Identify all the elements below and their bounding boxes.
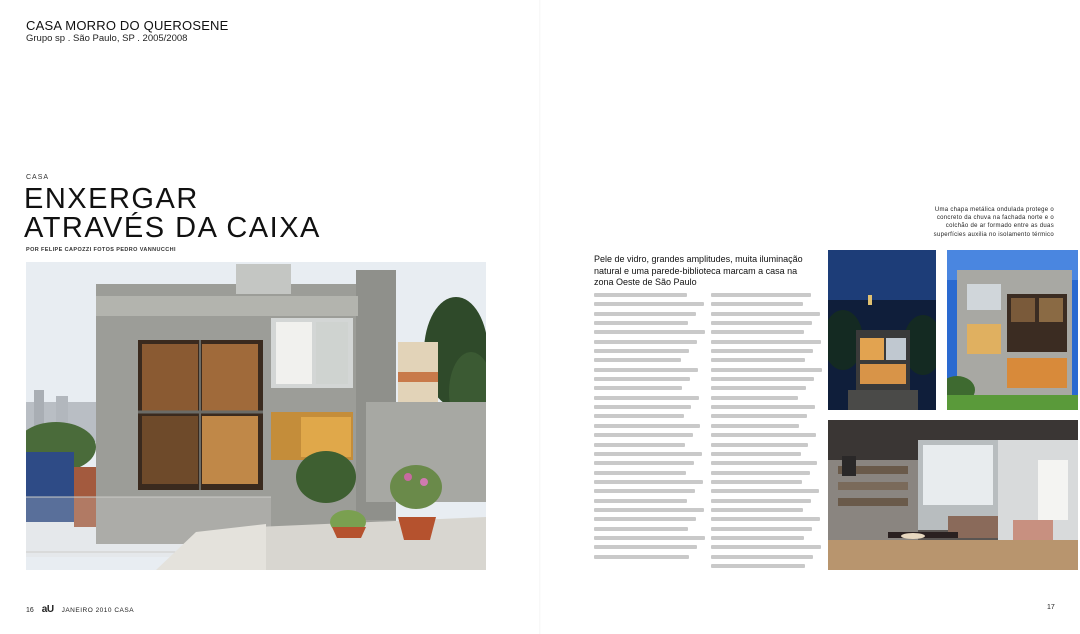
footer-left bbox=[26, 604, 134, 615]
blurred-text-line bbox=[711, 527, 812, 531]
blurred-text-line bbox=[594, 302, 704, 306]
blurred-text-line bbox=[594, 443, 685, 447]
blurred-text-line bbox=[594, 330, 705, 334]
blurred-text-line bbox=[711, 293, 811, 297]
blurred-text-line bbox=[711, 555, 813, 559]
blurred-text-line bbox=[594, 499, 687, 503]
page-gutter bbox=[539, 0, 541, 634]
blurred-text-line bbox=[594, 396, 699, 400]
blurred-text-line bbox=[711, 489, 819, 493]
blurred-text-line bbox=[594, 508, 704, 512]
blurred-text-line bbox=[711, 312, 820, 316]
blurred-text-line bbox=[711, 368, 822, 372]
article-headline bbox=[24, 185, 321, 243]
body-column-2 bbox=[711, 293, 823, 573]
blurred-text-line bbox=[711, 321, 812, 325]
blurred-text-line bbox=[711, 377, 814, 381]
project-subtitle: Grupo sp . São Paulo, SP . 2005/2008 bbox=[26, 33, 188, 44]
blurred-text-line bbox=[594, 424, 700, 428]
blurred-text-line bbox=[594, 414, 684, 418]
blurred-text-line bbox=[594, 555, 689, 559]
blurred-text-line bbox=[711, 330, 804, 334]
main-house-photo bbox=[26, 262, 486, 570]
blurred-text-line bbox=[594, 386, 682, 390]
blurred-text-line bbox=[594, 358, 681, 362]
blurred-text-line bbox=[594, 377, 690, 381]
page-number-right: 17 bbox=[1047, 604, 1055, 611]
blurred-text-line bbox=[594, 489, 695, 493]
blurred-text-line bbox=[711, 499, 811, 503]
blurred-text-line bbox=[711, 536, 804, 540]
page-number-left: 16 bbox=[26, 607, 34, 614]
project-title: CASA MORRO DO QUEROSENE bbox=[26, 18, 229, 33]
blurred-text-line bbox=[594, 405, 691, 409]
blurred-text-line bbox=[594, 517, 696, 521]
blurred-text-line bbox=[594, 433, 693, 437]
blurred-text-line bbox=[594, 340, 697, 344]
blurred-text-line bbox=[594, 536, 705, 540]
interior-photo bbox=[828, 420, 1078, 570]
blurred-text-line bbox=[711, 405, 815, 409]
headline-line-1: ENXERGAR bbox=[24, 183, 199, 215]
blurred-text-line bbox=[711, 302, 803, 306]
blurred-text-line bbox=[711, 396, 798, 400]
blurred-text-line bbox=[711, 480, 802, 484]
blurred-text-line bbox=[594, 452, 702, 456]
night-photo bbox=[828, 250, 936, 410]
headline-line-2: ATRAVÉS DA CAIXA bbox=[24, 212, 321, 244]
blurred-text-line bbox=[594, 545, 697, 549]
blurred-text-line bbox=[711, 414, 807, 418]
issue-label: JANEIRO 2010 CASA bbox=[61, 607, 135, 614]
byline: POR FELIPE CAPOZZI FOTOS PEDRO VANNUCCHI bbox=[26, 247, 176, 253]
lead-paragraph: Pele de vidro, grandes amplitudes, muita iluminação natural e uma parede-biblioteca marcam a casa na zona Oeste de São Paulo bbox=[594, 254, 803, 287]
blurred-text-line bbox=[594, 480, 703, 484]
blurred-text-line bbox=[711, 508, 803, 512]
blurred-text-line bbox=[594, 349, 689, 353]
blurred-text-line bbox=[711, 433, 816, 437]
body-column-1 bbox=[594, 293, 706, 564]
blurred-text-line bbox=[711, 340, 821, 344]
magazine-logo: aU bbox=[41, 604, 54, 615]
blurred-text-line bbox=[594, 293, 687, 297]
photo-caption: Uma chapa metálica ondulada protege o concreto da chuva na fachada norte e o colchão de ar formado entre as duas superfícies auxilia no isolamento térmico bbox=[933, 207, 1054, 238]
blurred-text-line bbox=[594, 321, 688, 325]
section-tag: CASA bbox=[26, 174, 50, 181]
blurred-text-line bbox=[711, 386, 806, 390]
blurred-text-line bbox=[594, 461, 694, 465]
blurred-text-line bbox=[711, 424, 799, 428]
blurred-text-line bbox=[711, 443, 808, 447]
blurred-text-line bbox=[711, 358, 805, 362]
blurred-text-line bbox=[711, 564, 805, 568]
blurred-text-line bbox=[711, 471, 810, 475]
blurred-text-line bbox=[711, 461, 817, 465]
blurred-text-line bbox=[711, 349, 813, 353]
blurred-text-line bbox=[594, 471, 686, 475]
blurred-text-line bbox=[711, 517, 820, 521]
blurred-text-line bbox=[711, 452, 801, 456]
day-photo bbox=[947, 250, 1078, 410]
blurred-text-line bbox=[594, 368, 698, 372]
blurred-text-line bbox=[594, 312, 696, 316]
blurred-text-line bbox=[594, 527, 688, 531]
blurred-text-line bbox=[711, 545, 821, 549]
